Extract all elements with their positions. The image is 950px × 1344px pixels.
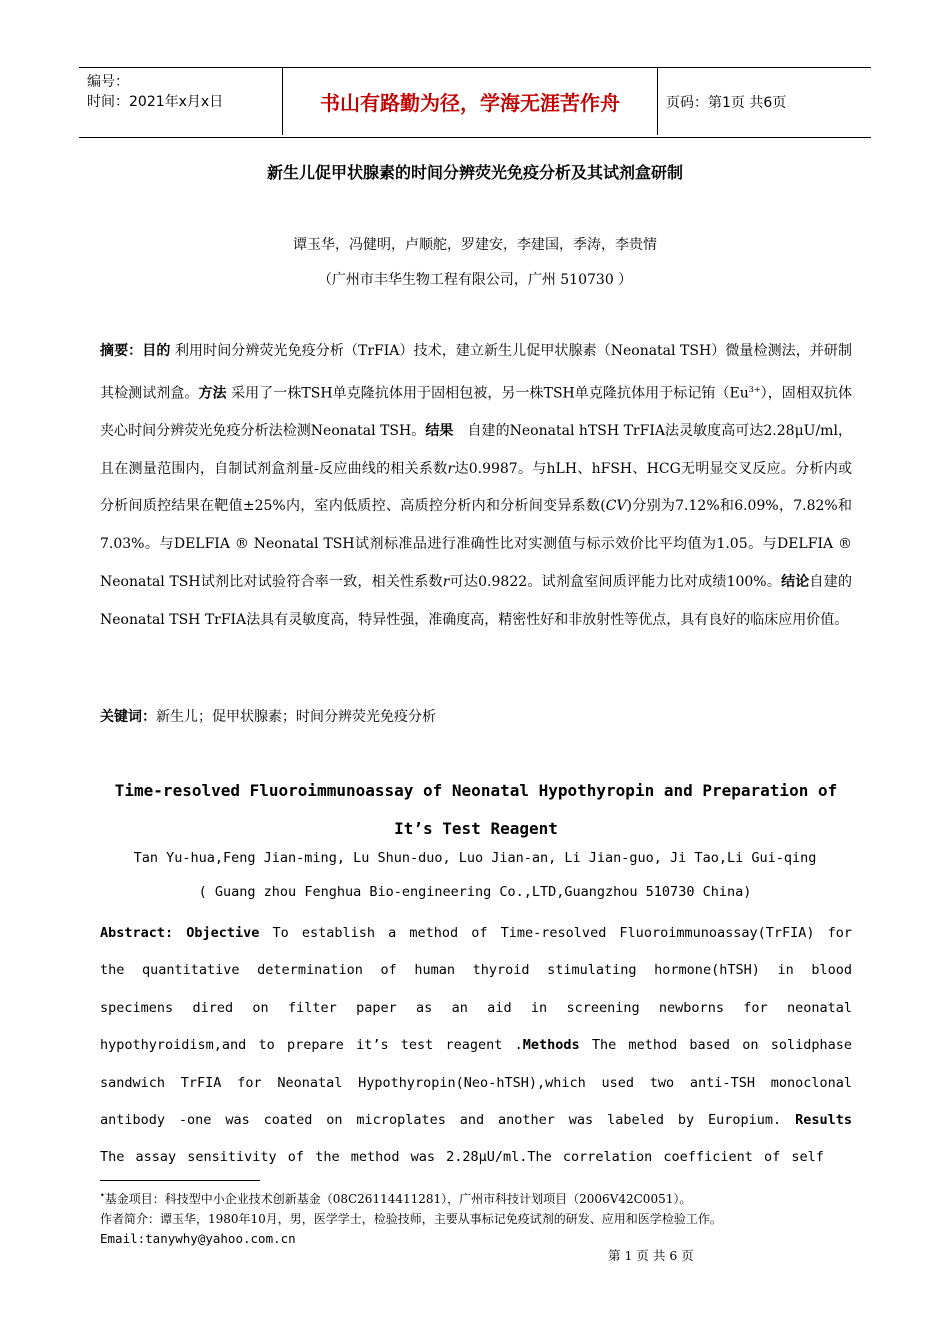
footnote-fund — [100, 1186, 870, 1209]
title-english: Time-resolved Fluoroimmunoassay of Neonatal Hypothyropin and Preparation of It’s Test Reagent — [114, 781, 838, 838]
keywords-text: 新生儿；促甲状腺素；时间分辨荧光免疫分析 — [156, 709, 436, 725]
footnote-divider — [100, 1180, 260, 1181]
header-page-number: 页码：第1页 共6页 — [666, 95, 787, 111]
footnote-fund-text: 基金项目：科技型中小企业技术创新基金（08C26114411281），广州市科技计划项目（2006V42C0051）。 — [104, 1192, 692, 1206]
abstract-methods-label: Methods — [522, 1037, 580, 1054]
results-text: 自建的Neonatal hTSH TrFIA法灵敏度高可达2.28μU/ml，且在测量范围内，自制试剂盒剂量-反应曲线的相关系数 — [100, 423, 852, 477]
keywords-label: 关键词： — [100, 709, 156, 725]
abstract-label: 摘要： — [100, 343, 143, 359]
header-motto: 书山有路勤为径，学海无涯苦作舟 — [282, 67, 658, 135]
methods-text-cont: ），固相双抗体夹心时间分辨荧光免疫分析法检测Neonatal TSH。 — [100, 385, 853, 440]
affiliation-english: ( Guang zhou Fenghua Bio-engineering Co.,LTD,Guangzhou 510730 China) — [198, 884, 752, 900]
methods-text: 采用了一株TSH单克隆抗体用于固相包被，另一株TSH单克隆抗体用于标记铕（Eu — [226, 385, 749, 402]
results-text-cont-3: 可达0.9822。试剂盒室间质评能力比对成绩100%。 — [449, 573, 782, 590]
results-text-cont: 达0.9987。与hLH、hFSH、HCG无明显交叉反应。分析内或分析间质控结果在靶值±25%内，室内低质控、高质控分析内和分析间变异系数( — [100, 460, 852, 515]
abstract-results-text: The assay sensitivity of the method was 2.28μU/ml.The correlation coefficient of self — [100, 1149, 824, 1166]
results-text-cont-2: )分别为7.12%和6.09%，7.82%和7.03%。与DELFIA ® Neonatal TSH试剂标准品进行准确性比对实测值与标示效价比平均值为1.05。与DELFIA ® Neonatal TSH试剂比对试验符合率一致，相关性系数 — [100, 498, 852, 590]
methods-superscript: 3+ — [748, 384, 761, 394]
methods-label: 方法 — [198, 385, 227, 402]
abstract-chinese — [100, 333, 852, 639]
title-chinese: 新生儿促甲状腺素的时间分辨荧光免疫分析及其试剂盒研制 — [266, 163, 683, 182]
abstract-methods-text: The method based on solidphase sandwich TrFIA for Neonatal Hypothyropin(Neo-hTSH),which used two anti-TSH monoclonal antibody -one was coated on microplates and another was labeled by Europium. — [100, 1037, 852, 1129]
abstract-results-label: Results — [795, 1112, 852, 1129]
results-r-symbol: r — [447, 460, 455, 477]
abstract-objective-text: To establish a method of Time-resolved Fluoroimmunoassay(TrFIA) for the quantitative determination of human thyroid stimulating hormone(hTSH) in blood specimens dired on filter paper as an aid in screening newborns for neonatal hypothyroidism,and to prepare it’s test reagent . — [100, 925, 852, 1054]
affiliation-chinese: （广州市丰华生物工程有限公司，广州 510730 ） — [317, 272, 633, 288]
footnote-email: Email:tanywhy@yahoo.com.cn — [100, 1231, 296, 1246]
results-label: 结果 — [425, 423, 454, 440]
page-header — [79, 67, 871, 138]
conclusion-label: 结论 — [781, 573, 810, 590]
results-cv-symbol: CV — [605, 498, 627, 515]
purpose-label: 目的 — [142, 343, 171, 359]
footnote-marker: • — [100, 1191, 105, 1200]
header-meta — [87, 72, 223, 112]
footnote-author-intro: 作者简介：谭玉华，1980年10月，男，医学学士，检验技师，主要从事标记免疫试剂的研发、应用和医学检验工作。 — [100, 1212, 722, 1226]
header-number: 编号： — [87, 74, 129, 90]
keywords-chinese — [100, 706, 436, 728]
authors-chinese: 谭玉华，冯健明，卢顺舵，罗建安，李建国，季涛，李贵情 — [293, 237, 657, 253]
authors-english: Tan Yu-hua,Feng Jian-ming, Lu Shun-duo, Luo Jian-an, Li Jian-guo, Ji Tao,Li Gui-qing — [133, 850, 817, 866]
page-footer: 第 1 页 共 6 页 — [608, 1248, 694, 1263]
header-time: 时间：2021年x月x日 — [87, 94, 224, 110]
abstract-english — [100, 915, 852, 1177]
results-r-symbol-2: r — [442, 573, 450, 590]
purpose-text: 利用时间分辨荧光免疫分析（TrFIA）技术，建立新生儿促甲状腺素（Neonatal TSH）微量检测法，并研制其检测试剂盒。 — [100, 343, 853, 402]
conclusion-text: 自建的Neonatal TSH TrFIA法具有灵敏度高，特异性强，准确度高，精密性好和非放射性等优点，具有良好的临床应用价值。 — [100, 573, 853, 628]
footnotes — [100, 1186, 870, 1249]
abstract-objective-label: Abstract: Objective — [100, 925, 260, 941]
